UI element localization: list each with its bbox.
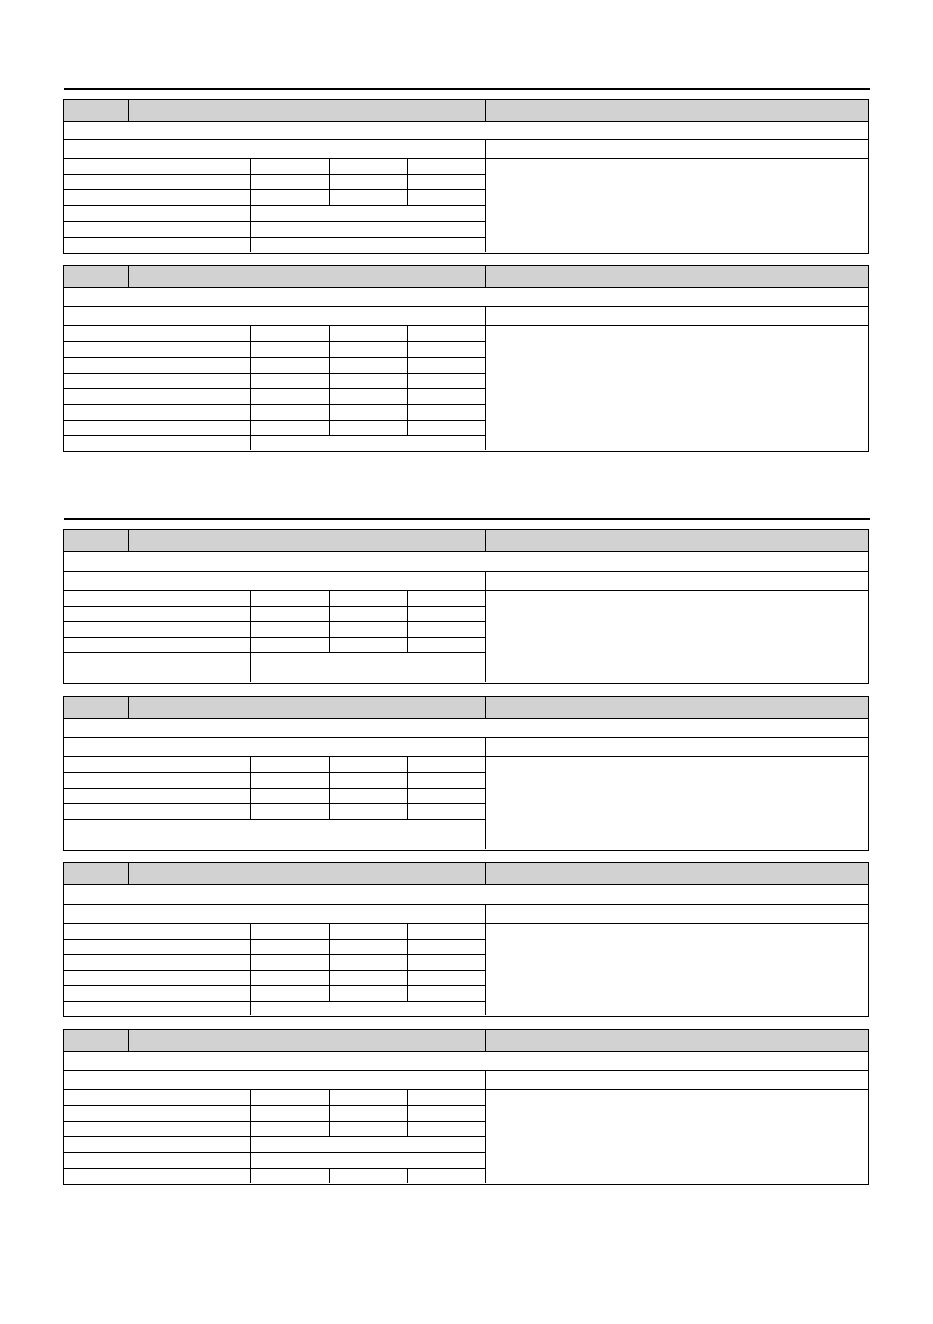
table-6-header-divider (485, 1030, 486, 1051)
table-6-col-line (485, 1070, 486, 1183)
table-1-row-line (64, 221, 485, 222)
table-4-row-line (64, 756, 868, 757)
table-1-header-divider (128, 100, 129, 121)
table-2-row-line (64, 306, 868, 307)
table-3-row-line (64, 621, 485, 622)
table-6-row-line (64, 1152, 485, 1153)
table-2-header-divider (485, 266, 486, 287)
table-3-header-divider (128, 530, 129, 551)
table-3-row-line (64, 590, 868, 591)
table-1-row-line (64, 174, 485, 175)
table-4-row-line (64, 819, 485, 820)
table-2-row-line (64, 388, 485, 389)
table-6-row-line (64, 1089, 868, 1090)
table-3-col-line (407, 590, 408, 652)
table-5-row-line (64, 954, 485, 955)
table-5-header-divider (485, 863, 486, 884)
table-5-row-line (64, 970, 485, 971)
table-3-header-divider (485, 530, 486, 551)
table-1-header-divider (485, 100, 486, 121)
table-6-col-line (250, 1089, 251, 1183)
table-5-header-divider (128, 863, 129, 884)
section-divider-middle (64, 518, 870, 520)
table-2-col-line (250, 325, 251, 450)
table-6-header (64, 1030, 868, 1052)
table-1-col-line (329, 158, 330, 205)
table-6 (63, 1029, 869, 1185)
table-6-col-line (329, 1089, 330, 1136)
table-5-col-line (407, 923, 408, 1001)
table-1-row-line (64, 139, 868, 140)
table-1-header (64, 100, 868, 122)
table-1-col-line (485, 139, 486, 252)
table-2-row-line (64, 404, 485, 405)
table-4-row-line (64, 788, 485, 789)
table-2-row-line (64, 341, 485, 342)
table-1-col-line (250, 158, 251, 252)
table-4-row-line (64, 772, 485, 773)
table-1-col-line (407, 158, 408, 205)
table-6-row-line (64, 1070, 868, 1071)
table-5-row-line (64, 939, 485, 940)
table-3-row-line (64, 637, 485, 638)
table-3-col-line (485, 571, 486, 682)
table-4-col-line (329, 756, 330, 819)
table-3-row-line (64, 606, 485, 607)
table-6-col-line (329, 1168, 330, 1183)
table-6-row-line (64, 1168, 485, 1169)
table-2-row-line (64, 357, 485, 358)
table-4-header-divider (128, 697, 129, 718)
table-6-row-line (64, 1136, 485, 1137)
table-2-header-divider (128, 266, 129, 287)
table-1-row-line (64, 158, 868, 159)
table-5-row-line (64, 923, 868, 924)
table-4 (63, 696, 869, 851)
table-5-col-line (485, 904, 486, 1015)
table-4-col-line (250, 756, 251, 819)
table-5-row-line (64, 985, 485, 986)
table-3-col-line (329, 590, 330, 652)
table-2-row-line (64, 420, 485, 421)
table-2-header (64, 266, 868, 288)
table-5-col-line (250, 923, 251, 1015)
table-5-row-line (64, 904, 868, 905)
table-6-row-line (64, 1121, 485, 1122)
table-1 (63, 99, 869, 254)
table-4-row-line (64, 803, 485, 804)
table-6-col-line (407, 1168, 408, 1183)
table-1-row-line (64, 205, 485, 206)
table-3 (63, 529, 869, 684)
table-4-header (64, 697, 868, 719)
table-3-header (64, 530, 868, 552)
table-3-row-line (64, 652, 485, 653)
table-1-row-line (64, 237, 485, 238)
table-6-header-divider (128, 1030, 129, 1051)
table-1-row-line (64, 189, 485, 190)
table-2-row-line (64, 325, 868, 326)
table-4-header-divider (485, 697, 486, 718)
table-2-col-line (485, 306, 486, 450)
table-4-row-line (64, 737, 868, 738)
table-2-row-line (64, 435, 485, 436)
table-2-col-line (329, 325, 330, 435)
table-4-col-line (485, 737, 486, 849)
table-4-col-line (407, 756, 408, 819)
table-5-row-line (64, 1001, 485, 1002)
table-5 (63, 862, 869, 1017)
table-3-row-line (64, 571, 868, 572)
table-2 (63, 265, 869, 452)
table-5-col-line (329, 923, 330, 1001)
table-3-col-line (250, 590, 251, 682)
table-6-col-line (407, 1089, 408, 1136)
table-5-header (64, 863, 868, 885)
table-2-row-line (64, 373, 485, 374)
table-6-row-line (64, 1105, 485, 1106)
section-divider-top (64, 88, 870, 90)
table-2-col-line (407, 325, 408, 435)
